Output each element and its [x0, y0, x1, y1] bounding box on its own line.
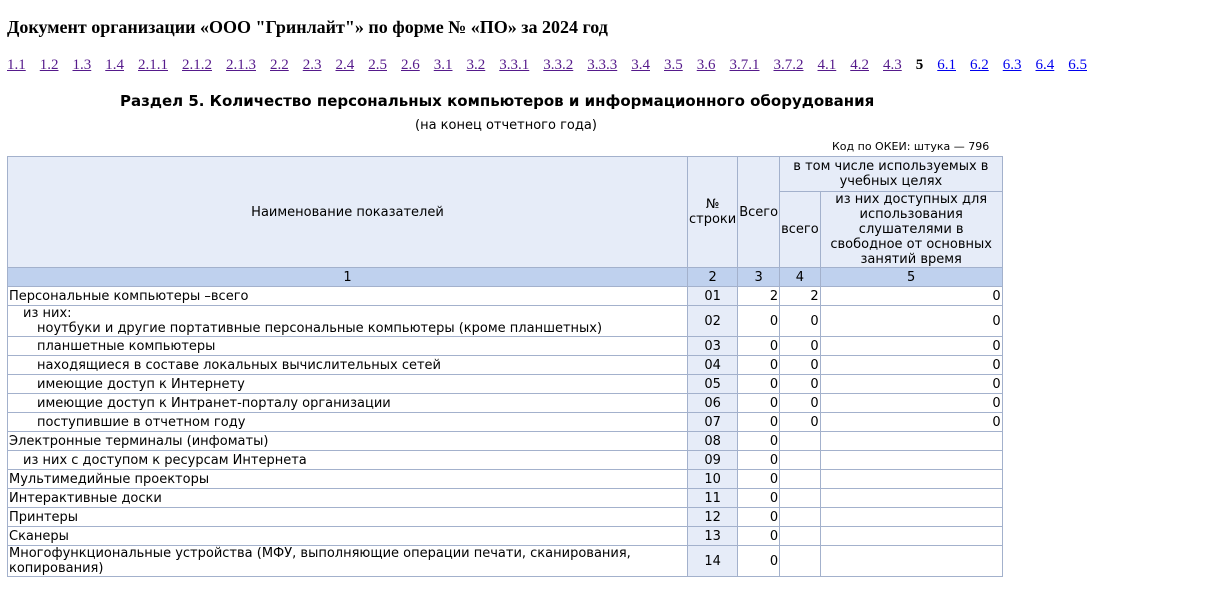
- nav-link-3-3-1[interactable]: 3.3.1: [499, 57, 530, 73]
- cell-free: [820, 546, 1002, 577]
- nav-link-6-2[interactable]: 6.2: [970, 57, 989, 73]
- nav-link-6-1[interactable]: 6.1: [937, 57, 956, 73]
- cell-total: 0: [738, 356, 780, 375]
- row-label: [8, 451, 688, 470]
- table-row: [8, 306, 1003, 337]
- header-row-no: № строки: [688, 157, 738, 268]
- row-number: 13: [688, 527, 738, 546]
- table-row: [8, 489, 1003, 508]
- nav-link-1-2[interactable]: 1.2: [39, 57, 59, 73]
- row-number: 10: [688, 470, 738, 489]
- cell-edu: 2: [780, 287, 821, 306]
- row-number: 11: [688, 489, 738, 508]
- row-label: [8, 413, 688, 432]
- nav-link-2-1-3[interactable]: 2.1.3: [226, 57, 256, 73]
- cell-free: [820, 451, 1002, 470]
- cell-total: 0: [738, 546, 780, 577]
- nav-link-2-4[interactable]: 2.4: [335, 57, 355, 73]
- cell-free: [820, 527, 1002, 546]
- row-number: 12: [688, 508, 738, 527]
- nav-link-4-1[interactable]: 4.1: [817, 57, 837, 73]
- cell-total: 0: [738, 527, 780, 546]
- cell-free: [820, 432, 1002, 451]
- nav-link-3-5[interactable]: 3.5: [664, 57, 683, 73]
- header-incl: в том числе используемых в учебных целях: [780, 157, 1003, 192]
- nav-link-2-5[interactable]: 2.5: [368, 57, 387, 73]
- row-label: [8, 546, 688, 577]
- row-label: [8, 470, 688, 489]
- nav-link-6-3[interactable]: 6.3: [1002, 57, 1022, 73]
- row-label-text: Интерактивные доски: [9, 490, 162, 506]
- row-label: [8, 375, 688, 394]
- header-incl-free: из них доступных для использования слушателями в свободное от основных занятий время: [820, 192, 1002, 268]
- table-row: [8, 413, 1003, 432]
- row-label-text: Многофункциональные устройства (МФУ, выполняющие операции печати, сканирования, копирования): [9, 546, 631, 576]
- cell-edu: [780, 508, 821, 527]
- table-row: [8, 394, 1003, 413]
- nav-link-6-4[interactable]: 6.4: [1035, 57, 1055, 73]
- section-title: Раздел 5. Количество персональных компьютеров и информационного оборудования: [120, 92, 875, 110]
- table-row: [8, 508, 1003, 527]
- row-label-text: Мультимедийные проекторы: [9, 471, 210, 487]
- cell-total: 0: [738, 337, 780, 356]
- cell-total: 0: [738, 432, 780, 451]
- section-nav: [7, 57, 1101, 74]
- nav-link-2-1-2[interactable]: 2.1.2: [182, 57, 212, 73]
- cell-free: 0: [820, 306, 1002, 337]
- nav-link-3-1[interactable]: 3.1: [433, 57, 453, 73]
- row-label: [8, 287, 688, 306]
- cell-free: 0: [820, 337, 1002, 356]
- row-label: [8, 489, 688, 508]
- row-label-text: Принтеры: [9, 509, 79, 525]
- document-title: Документ организации «ООО "Гринлайт"» по форме № «ПО» за 2024 год: [7, 17, 608, 37]
- cell-edu: [780, 546, 821, 577]
- cell-free: [820, 489, 1002, 508]
- col-number: 4: [780, 268, 821, 287]
- table-row: [8, 432, 1003, 451]
- row-label-text: Электронные терминалы (инфоматы): [9, 433, 269, 449]
- nav-link-3-3-3[interactable]: 3.3.3: [587, 57, 618, 73]
- cell-total: 0: [738, 470, 780, 489]
- cell-edu: 0: [780, 337, 821, 356]
- row-label: [8, 337, 688, 356]
- nav-link-3-7-2[interactable]: 3.7.2: [773, 57, 804, 73]
- cell-edu: 0: [780, 375, 821, 394]
- row-number: 06: [688, 394, 738, 413]
- nav-link-5: 5: [915, 57, 924, 73]
- row-number: 05: [688, 375, 738, 394]
- cell-edu: [780, 470, 821, 489]
- row-number: 09: [688, 451, 738, 470]
- cell-free: [820, 470, 1002, 489]
- table-row: [8, 527, 1003, 546]
- row-label: [8, 432, 688, 451]
- col-number: 5: [820, 268, 1002, 287]
- row-number: 14: [688, 546, 738, 577]
- nav-link-2-6[interactable]: 2.6: [401, 57, 420, 73]
- cell-edu: 0: [780, 356, 821, 375]
- cell-edu: 0: [780, 413, 821, 432]
- cell-edu: [780, 489, 821, 508]
- cell-free: 0: [820, 394, 1002, 413]
- nav-link-3-6[interactable]: 3.6: [696, 57, 716, 73]
- cell-total: 0: [738, 489, 780, 508]
- table-row: [8, 451, 1003, 470]
- nav-link-3-3-2[interactable]: 3.3.2: [543, 57, 574, 73]
- header-name: Наименование показателей: [8, 157, 688, 268]
- nav-link-3-2[interactable]: 3.2: [466, 57, 486, 73]
- row-label: [8, 508, 688, 527]
- row-sublabel: из них:: [23, 306, 72, 321]
- header-incl-total: всего: [780, 192, 821, 268]
- row-label-text: находящиеся в составе локальных вычислительных сетей: [37, 357, 441, 373]
- col-number: 1: [8, 268, 688, 287]
- cell-total: 0: [738, 413, 780, 432]
- col-number: 3: [738, 268, 780, 287]
- row-label: [8, 527, 688, 546]
- row-number: 07: [688, 413, 738, 432]
- cell-free: 0: [820, 287, 1002, 306]
- cell-free: 0: [820, 356, 1002, 375]
- table-row: [8, 356, 1003, 375]
- cell-free: 0: [820, 375, 1002, 394]
- row-label-text: имеющие доступ к Интранет-порталу организации: [37, 395, 391, 411]
- equipment-table: [7, 156, 1003, 577]
- nav-link-4-2[interactable]: 4.2: [850, 57, 869, 73]
- cell-total: 0: [738, 306, 780, 337]
- row-label-text: Персональные компьютеры –всего: [9, 288, 249, 304]
- cell-total: 0: [738, 451, 780, 470]
- row-label-text: планшетные компьютеры: [37, 338, 216, 354]
- row-label-text: имеющие доступ к Интернету: [37, 376, 245, 392]
- header-total: Всего: [738, 157, 780, 268]
- nav-link-3-4[interactable]: 3.4: [631, 57, 650, 73]
- cell-edu: 0: [780, 394, 821, 413]
- cell-total: 0: [738, 375, 780, 394]
- nav-link-2-3[interactable]: 2.3: [302, 57, 322, 73]
- nav-link-1-1[interactable]: 1.1: [7, 57, 26, 73]
- column-number-row: [8, 268, 1003, 287]
- nav-link-6-5[interactable]: 6.5: [1068, 57, 1087, 73]
- table-row: [8, 287, 1003, 306]
- cell-total: 0: [738, 394, 780, 413]
- row-label: [8, 394, 688, 413]
- cell-free: 0: [820, 413, 1002, 432]
- row-label-text: Сканеры: [9, 528, 69, 544]
- nav-link-2-1-1[interactable]: 2.1.1: [138, 57, 168, 73]
- cell-edu: [780, 527, 821, 546]
- nav-link-1-3[interactable]: 1.3: [72, 57, 92, 73]
- nav-link-3-7-1[interactable]: 3.7.1: [729, 57, 760, 73]
- row-number: 04: [688, 356, 738, 375]
- row-label-text: из них с доступом к ресурсам Интернета: [23, 452, 307, 468]
- table-row: [8, 546, 1003, 577]
- cell-edu: [780, 432, 821, 451]
- row-label: [8, 306, 688, 337]
- cell-free: [820, 508, 1002, 527]
- nav-link-4-3[interactable]: 4.3: [883, 57, 902, 73]
- table-row: [8, 375, 1003, 394]
- row-label: [8, 356, 688, 375]
- cell-edu: 0: [780, 306, 821, 337]
- table-row: [8, 470, 1003, 489]
- nav-link-1-4[interactable]: 1.4: [105, 57, 124, 73]
- cell-total: 2: [738, 287, 780, 306]
- cell-total: 0: [738, 508, 780, 527]
- section-subtitle: (на конец отчетного года): [415, 118, 597, 133]
- col-number: 2: [688, 268, 738, 287]
- unit-code: Код по ОКЕИ: штука — 796: [832, 140, 990, 153]
- table-row: [8, 337, 1003, 356]
- row-label-text: поступившие в отчетном году: [37, 414, 246, 430]
- row-number: 02: [688, 306, 738, 337]
- row-number: 08: [688, 432, 738, 451]
- nav-link-2-2[interactable]: 2.2: [270, 57, 289, 73]
- row-number: 01: [688, 287, 738, 306]
- row-label-text: ноутбуки и другие портативные персональные компьютеры (кроме планшетных): [37, 321, 603, 336]
- cell-edu: [780, 451, 821, 470]
- row-number: 03: [688, 337, 738, 356]
